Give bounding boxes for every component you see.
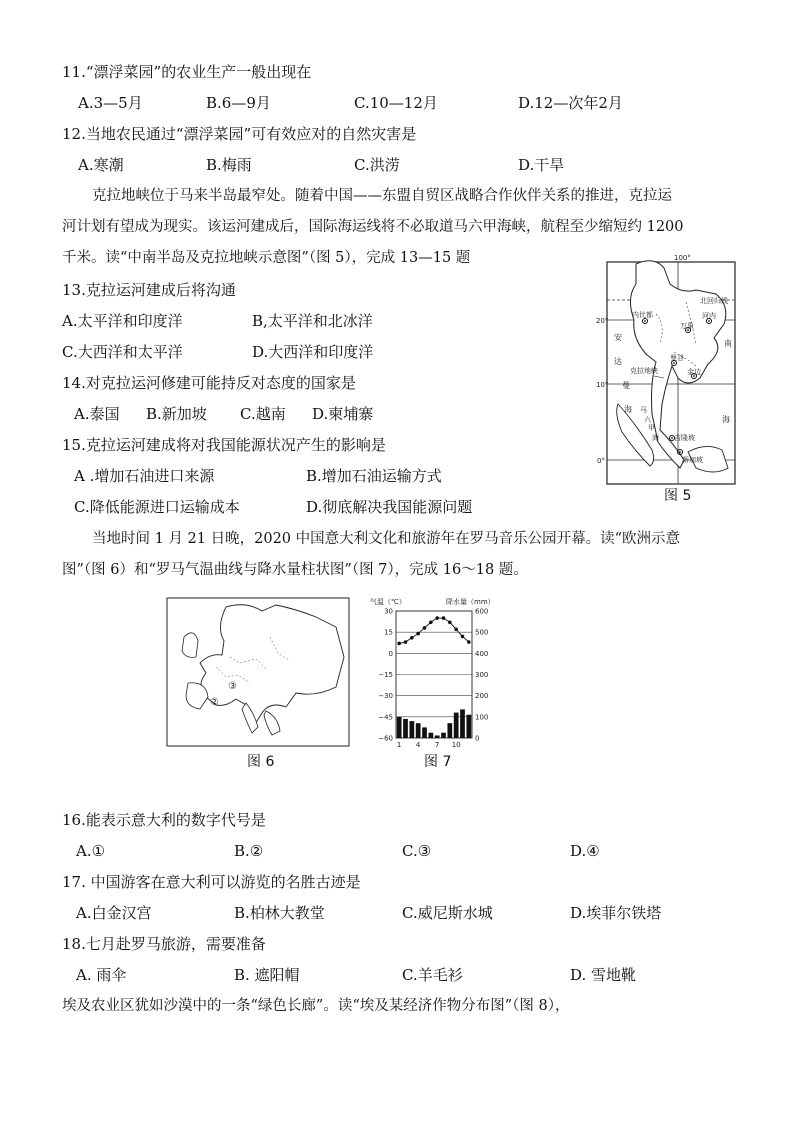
option-17a[interactable]: A.白金汉宫: [76, 904, 152, 922]
sea-label-da: 达: [614, 357, 622, 366]
precip-bar: [454, 713, 459, 738]
strait-label-ma: 马: [640, 406, 647, 414]
temp-tick-label: 0: [388, 649, 393, 658]
precip-tick-label: 100: [475, 713, 489, 722]
sea-label-hai2: 海: [722, 415, 730, 424]
marker-2: ②: [210, 697, 219, 708]
precip-tick-label: 300: [475, 671, 489, 679]
precip-bar: [466, 715, 471, 738]
option-17c[interactable]: C.威尼斯水城: [402, 904, 493, 922]
sea-label-man: 曼: [622, 381, 630, 390]
sea-label-hai: 海: [624, 405, 632, 414]
temp-point: [454, 628, 458, 632]
temp-point: [435, 616, 439, 620]
figure-5-caption: 图 5: [664, 488, 692, 504]
city-bangkok: 曼谷: [670, 354, 684, 362]
temp-point: [423, 626, 427, 630]
temp-line: [399, 618, 469, 643]
city-vientiane: 万象: [680, 322, 694, 330]
option-15a[interactable]: A .增加石油进口来源: [74, 467, 215, 485]
city-kuala-lumpur: 吉隆坡: [674, 434, 695, 442]
temp-point: [410, 636, 414, 640]
option-17b[interactable]: B.柏林大教堂: [234, 904, 325, 922]
passage-kra-line-2: 河计划有望成为现实。该运河建成后，国际海运线将不必取道马六甲海峡，航程至少缩短约 1200: [62, 219, 684, 235]
option-16d[interactable]: D.④: [570, 842, 600, 860]
question-17-stem: 17. 中国游客在意大利可以游览的名胜古迹是: [62, 873, 361, 891]
passage-kra-line-3: 千米。读“中南半岛及克拉地峡示意图”（图 5），完成 13—15 题: [62, 250, 471, 266]
europe-map: [166, 597, 350, 747]
option-14a[interactable]: A.泰国: [74, 405, 120, 423]
option-12b[interactable]: B.梅雨: [206, 156, 252, 174]
marker-3: ③: [228, 681, 237, 692]
passage-rome-line-1: 当地时间 1 月 21 日晚，2020 中国意大利文化和旅游年在罗马音乐公园开幕。读“欧洲示意: [92, 531, 681, 547]
lat-0-label: 0°: [597, 457, 605, 465]
precip-bar: [397, 717, 402, 738]
option-15b[interactable]: B.增加石油运输方式: [306, 467, 442, 485]
temp-point: [448, 620, 452, 624]
strait-label-jia: 甲: [648, 424, 655, 432]
temp-tick-label: −15: [378, 671, 393, 679]
question-18-stem: 18.七月赴罗马旅游，需要准备: [62, 935, 266, 953]
option-15d[interactable]: D.彻底解决我国能源问题: [306, 498, 473, 516]
precip-bar: [447, 723, 452, 738]
question-14-stem: 14.对克拉运河修建可能持反对态度的国家是: [62, 374, 356, 392]
precip-bar: [435, 735, 440, 738]
temp-tick-label: 15: [384, 628, 393, 637]
passage-kra-line-1: 克拉地峡位于马来半岛最窄处。随着中国——东盟自贸区战略合作伙伴关系的推进，克拉运: [92, 188, 672, 204]
option-14b[interactable]: B.新加坡: [146, 405, 207, 423]
option-16a[interactable]: A.①: [76, 842, 106, 860]
option-18b[interactable]: B. 遮阳帽: [234, 966, 300, 984]
option-17d[interactable]: D.埃菲尔铁塔: [570, 904, 662, 922]
sea-label-nan: 南: [724, 339, 732, 348]
option-11a[interactable]: A.3—5月: [78, 94, 143, 112]
indochina-kra-map: [596, 254, 746, 486]
option-12a[interactable]: A.寒潮: [78, 156, 124, 174]
question-13-stem: 13.克拉运河建成后将沟通: [62, 281, 236, 299]
option-18c[interactable]: C.羊毛衫: [402, 966, 463, 984]
question-16-stem: 16.能表示意大利的数字代号是: [62, 811, 266, 829]
temp-tick-label: −60: [378, 734, 393, 743]
figure-7-caption: 图 7: [424, 754, 452, 770]
option-16c[interactable]: C.③: [402, 842, 432, 860]
month-tick-label: 4: [415, 741, 421, 749]
option-15c[interactable]: C.降低能源进口运输成本: [74, 498, 240, 516]
lat-10-label: 10°: [596, 381, 609, 389]
option-13c[interactable]: C.大西洋和太平洋: [62, 343, 183, 361]
passage-egypt-line-1: 埃及农业区犹如沙漠中的一条“绿色长廊”。读“埃及某经济作物分布图”（图 8），: [62, 998, 570, 1014]
option-11b[interactable]: B.6—9月: [206, 94, 271, 112]
precip-bar: [460, 709, 465, 738]
precip-tick-label: 0: [475, 734, 480, 743]
option-11d[interactable]: D.12—次年2月: [518, 94, 623, 112]
precip-bar: [403, 719, 408, 738]
city-singapore: 新加坡: [682, 456, 703, 464]
strait-label-liu: 六: [644, 416, 651, 424]
city-naypyidaw: 内比都: [632, 311, 653, 319]
precip-tick-label: 500: [475, 628, 489, 637]
temp-point: [429, 620, 433, 624]
month-tick-label: 7: [434, 741, 440, 749]
precip-tick-label: 200: [475, 692, 489, 701]
city-phnom-penh: 金边: [687, 368, 701, 376]
temp-point: [442, 616, 446, 620]
precip-bar: [409, 721, 414, 738]
option-11c[interactable]: C.10—12月: [354, 94, 438, 112]
passage-rome-line-2: 图”（图 6）和“罗马气温曲线与降水量柱状图”（图 7），完成 16～18 题。: [62, 562, 528, 578]
option-18a[interactable]: A. 雨伞: [76, 966, 127, 984]
month-tick-label: 1: [396, 741, 402, 749]
precip-axis-label: 降水量（mm）: [446, 598, 495, 606]
option-12c[interactable]: C.洪涝: [354, 156, 400, 174]
question-15-stem: 15.克拉运河建成将对我国能源状况产生的影响是: [62, 436, 386, 454]
option-16b[interactable]: B.②: [234, 842, 264, 860]
lon-100-label: 100°: [674, 254, 691, 262]
temp-tick-label: −45: [378, 713, 393, 722]
temp-point: [397, 642, 401, 646]
question-12-stem: 12.当地农民通过“漂浮菜园”可有效应对的自然灾害是: [62, 125, 417, 143]
precip-tick-label: 600: [475, 607, 489, 616]
option-13a[interactable]: A.太平洋和印度洋: [62, 312, 183, 330]
precip-bar: [416, 723, 421, 738]
temp-point: [467, 640, 471, 644]
temp-point: [404, 640, 408, 644]
tropic-label: 北回归线: [700, 297, 728, 305]
lat-20-label: 20°: [596, 317, 609, 325]
sea-label-an: 安: [614, 333, 622, 342]
strait-label-hai: 海: [652, 434, 659, 442]
temp-point: [461, 635, 465, 639]
temp-tick-label: 30: [384, 607, 393, 616]
option-13d[interactable]: D.大西洋和印度洋: [252, 343, 374, 361]
precip-tick-label: 400: [475, 649, 489, 658]
month-tick-label: 10: [451, 741, 461, 749]
option-18d[interactable]: D. 雪地靴: [570, 966, 637, 984]
option-13b[interactable]: B,太平洋和北冰洋: [252, 312, 373, 330]
temp-point: [416, 632, 420, 636]
option-12d[interactable]: D.干旱: [518, 156, 565, 174]
figure-6-caption: 图 6: [247, 754, 275, 770]
option-14c[interactable]: C.越南: [240, 405, 286, 423]
city-hanoi: 河内: [702, 312, 716, 320]
temp-axis-label: 气温（℃）: [370, 598, 406, 606]
rome-climate-chart: [366, 596, 500, 750]
precip-bar: [428, 733, 433, 738]
precip-bar: [441, 733, 446, 738]
option-14d[interactable]: D.柬埔寨: [312, 405, 374, 423]
kra-isthmus-label: 克拉地峡: [630, 367, 658, 375]
precip-bar: [422, 727, 427, 738]
temp-tick-label: −30: [378, 692, 393, 701]
question-11-stem: 11.“漂浮菜园”的农业生产一般出现在: [62, 63, 312, 81]
